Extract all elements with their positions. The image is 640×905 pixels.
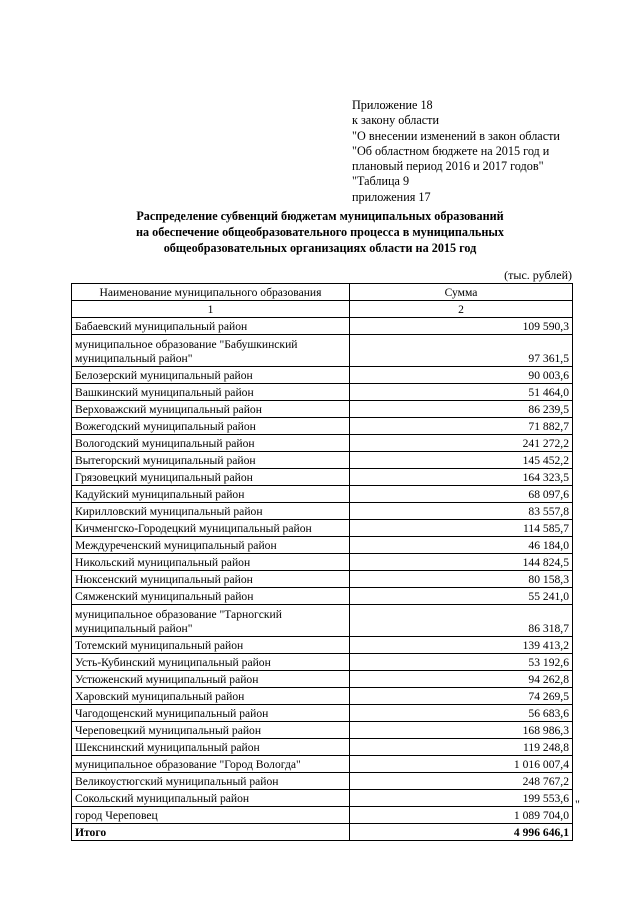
subvention-amount: 51 464,0 [350,384,573,401]
table-row [72,435,573,452]
header-line: к закону области [352,113,439,128]
subvention-amount: 46 184,0 [350,537,573,554]
table-row [72,722,573,739]
table-row [72,418,573,435]
table-row [72,688,573,705]
column-index-2: 2 [350,301,573,318]
municipality-name: Вашкинский муниципальный район [72,384,350,401]
subvention-amount: 145 452,2 [350,452,573,469]
column-header-name: Наименование муниципального образования [72,284,350,301]
title-line: Распределение субвенций бюджетам муниципальных образований [136,209,504,223]
subvention-amount: 71 882,7 [350,418,573,435]
subvention-amount: 144 824,5 [350,554,573,571]
table-index-row [72,301,573,318]
municipality-name: муниципальное образование "Тарногский муниципальный район" [72,605,350,637]
subvention-amount: 86 239,5 [350,401,573,418]
closing-quote: " [575,797,580,811]
table-header-row [72,284,573,301]
municipality-name: Сямженский муниципальный район [72,588,350,605]
header-line: плановый период 2016 и 2017 годов" [352,159,544,174]
table-row [72,637,573,654]
table-row [72,588,573,605]
municipality-name: Нюксенский муниципальный район [72,571,350,588]
table-row [72,452,573,469]
title-line: на обеспечение общеобразовательного процесса в муниципальных [136,225,504,239]
header-line: Приложение 18 [352,98,433,112]
municipality-name: Вологодский муниципальный район [72,435,350,452]
table-row [72,807,573,824]
table-row [72,469,573,486]
table-row [72,520,573,537]
municipality-name: Белозерский муниципальный район [72,367,350,384]
municipality-name: Верховажский муниципальный район [72,401,350,418]
subvention-amount: 248 767,2 [350,773,573,790]
subvention-amount: 90 003,6 [350,367,573,384]
table-row [72,605,573,637]
units-label: (тыс. рублей) [504,268,572,282]
subvention-amount: 68 097,6 [350,486,573,503]
municipality-name: Тотемский муниципальный район [72,637,350,654]
subvention-amount: 109 590,3 [350,318,573,335]
title-line: общеобразовательных организациях области на 2015 год [163,241,477,255]
subvention-amount: 1 016 007,4 [350,756,573,773]
municipality-name: Сокольский муниципальный район [72,790,350,807]
subvention-amount: 55 241,0 [350,588,573,605]
table-row [72,318,573,335]
municipality-name: Шекснинский муниципальный район [72,739,350,756]
appendix-header [352,98,612,205]
table-row [72,739,573,756]
subvention-amount: 83 557,8 [350,503,573,520]
subvention-amount: 168 986,3 [350,722,573,739]
subvention-amount: 53 192,6 [350,654,573,671]
subvention-amount: 1 089 704,0 [350,807,573,824]
header-line: приложения 17 [352,189,431,204]
table-row [72,486,573,503]
municipality-name: Кирилловский муниципальный район [72,503,350,520]
subvention-amount: 164 323,5 [350,469,573,486]
header-line: "О внесении изменений в закон области [352,128,560,143]
municipality-name: Вытегорский муниципальный район [72,452,350,469]
municipality-name: Междуреченский муниципальный район [72,537,350,554]
subvention-amount: 74 269,5 [350,688,573,705]
table-row [72,384,573,401]
municipality-name: Череповецкий муниципальный район [72,722,350,739]
column-index-1: 1 [72,301,350,318]
municipality-name: Кичменгско-Городецкий муниципальный район [72,520,350,537]
total-label: Итого [72,824,350,841]
subvention-amount: 80 158,3 [350,571,573,588]
municipality-name: Харовский муниципальный район [72,688,350,705]
subvention-amount: 86 318,7 [350,605,573,637]
table-row [72,537,573,554]
subvention-amount: 199 553,6 [350,790,573,807]
subvention-amount: 241 272,2 [350,435,573,452]
table-row [72,335,573,367]
table-row [72,756,573,773]
table-row [72,367,573,384]
municipality-name: Никольский муниципальный район [72,554,350,571]
municipality-name: Кадуйский муниципальный район [72,486,350,503]
table-row [72,571,573,588]
municipality-name: город Череповец [72,807,350,824]
municipality-name: Бабаевский муниципальный район [72,318,350,335]
header-line: "Таблица 9 [352,174,410,189]
table-row [72,671,573,688]
table-row [72,554,573,571]
subvention-amount: 56 683,6 [350,705,573,722]
municipality-name: Великоустюгский муниципальный район [72,773,350,790]
municipality-name: Устюженский муниципальный район [72,671,350,688]
table-row [72,401,573,418]
municipality-name: муниципальное образование "Бабушкинский муниципальный район" [72,335,350,367]
subvention-amount: 119 248,8 [350,739,573,756]
header-line: "Об областном бюджете на 2015 год и [352,143,550,158]
subvention-amount: 114 585,7 [350,520,573,537]
municipality-name: Усть-Кубинский муниципальный район [72,654,350,671]
table-row [72,654,573,671]
table-row [72,503,573,520]
municipality-name: муниципальное образование "Город Вологда" [72,756,350,773]
municipality-name: Грязовецкий муниципальный район [72,469,350,486]
subvention-amount: 97 361,5 [350,335,573,367]
total-row [72,824,573,841]
document-title [70,208,570,256]
total-amount: 4 996 646,1 [350,824,573,841]
municipality-name: Вожегодский муниципальный район [72,418,350,435]
municipality-name: Чагодощенский муниципальный район [72,705,350,722]
table-row [72,705,573,722]
subvention-amount: 139 413,2 [350,637,573,654]
column-header-sum: Сумма [350,284,573,301]
table-row [72,773,573,790]
table-row [72,790,573,807]
subvention-amount: 94 262,8 [350,671,573,688]
subvention-table [71,283,573,841]
